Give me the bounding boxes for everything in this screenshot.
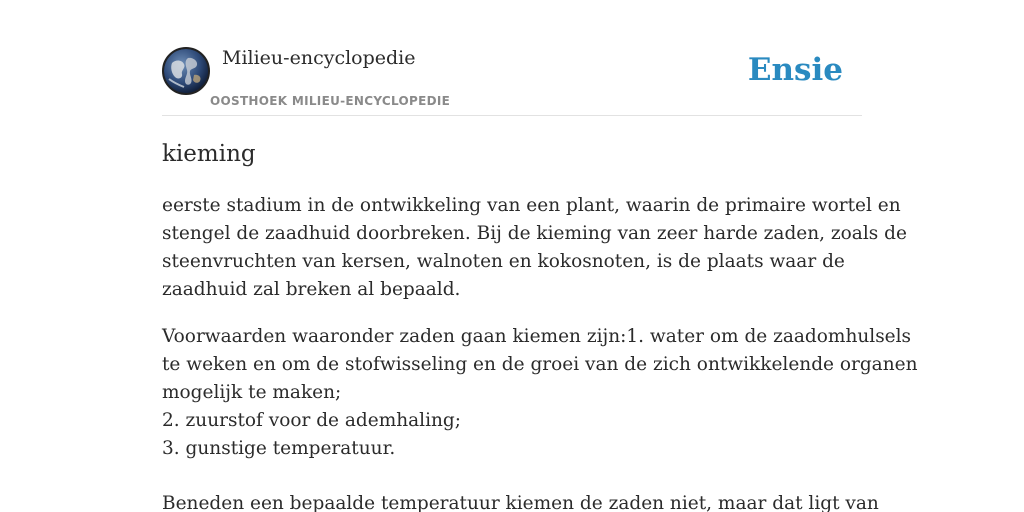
temperature-paragraph — [162, 490, 879, 512]
text-line: stengel de zaadhuid doorbreken. Bij de kieming van zeer harde zaden, zoals de — [162, 223, 907, 244]
text-line: eerste stadium in de ontwikkeling van een plant, waarin de primaire wortel en — [162, 195, 901, 216]
page — [162, 0, 918, 512]
conditions-paragraph — [162, 323, 918, 463]
site-name[interactable]: Milieu-encyclopedie — [222, 47, 416, 69]
text-line: 3. gunstige temperatuur. — [162, 438, 396, 459]
page-title: kieming — [162, 141, 256, 167]
text-line: steenvruchten van kersen, walnoten en kokosnoten, is de plaats waar de — [162, 251, 845, 272]
definition-paragraph — [162, 192, 907, 304]
text-line: 2. zuurstof voor de ademhaling; — [162, 410, 461, 431]
earth-globe-icon[interactable] — [162, 47, 210, 95]
ensie-brand-link[interactable]: Ensie — [747, 52, 843, 88]
text-line: Voorwaarden waaronder zaden gaan kiemen zijn:1. water om de zaadomhulsels — [162, 326, 912, 347]
text-line: mogelijk te maken; — [162, 382, 342, 403]
text-line: zaadhuid zal breken al bepaald. — [162, 279, 461, 300]
site-header — [162, 0, 862, 116]
site-subtitle: OOSTHOEK MILIEU-ENCYCLOPEDIE — [210, 94, 451, 108]
text-line: te weken en om de stofwisseling en de groei van de zich ontwikkelende organen — [162, 354, 918, 375]
text-line: Beneden een bepaalde temperatuur kiemen de zaden niet, maar dat ligt van — [162, 493, 879, 512]
